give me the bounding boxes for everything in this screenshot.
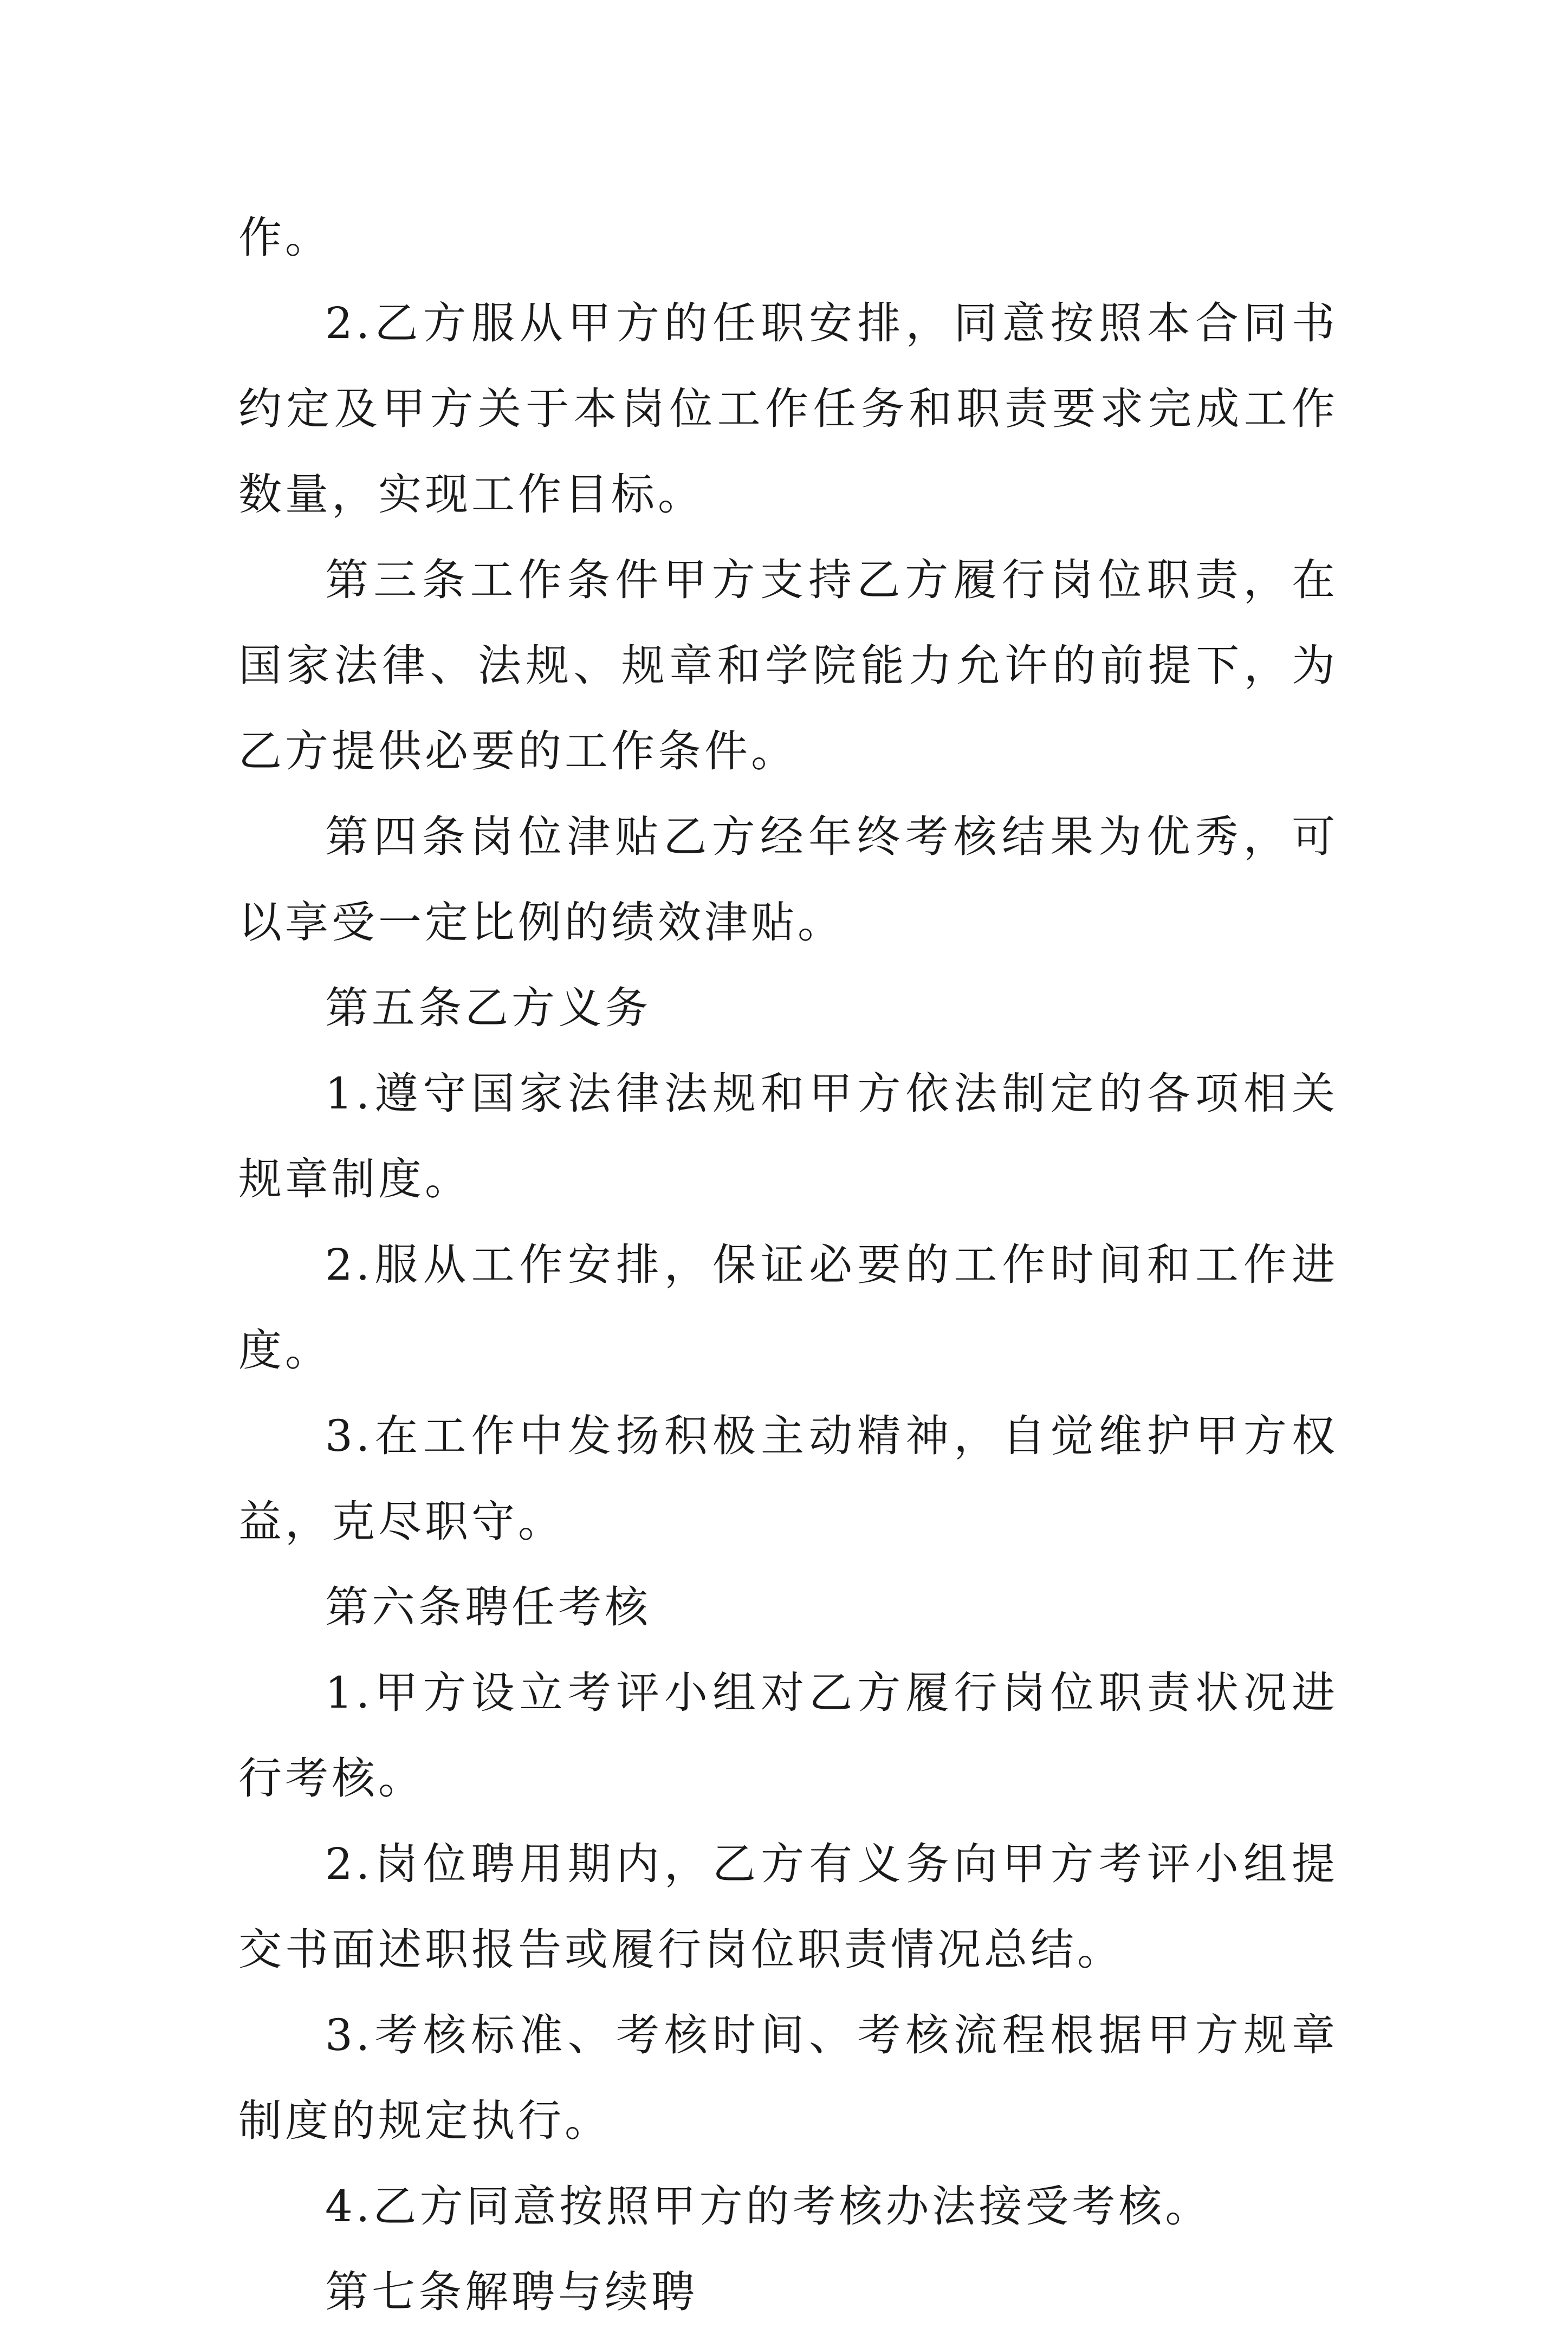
- paragraph-article-5-item-1: 1.遵守国家法律法规和甲方依法制定的各项相关规章制度。: [238, 1068, 1338, 1204]
- heading-article-7: 第七条解聘与续聘: [325, 2267, 698, 2317]
- heading-article-5: 第五条乙方义务: [325, 983, 651, 1033]
- paragraph-clause-2-item-2: 2.乙方服从甲方的任职安排，同意按照本合同书约定及甲方关于本岗位工作任务和职责要求完成工作数量，实现工作目标。: [238, 298, 1338, 520]
- paragraph-article-6-item-1: 1.甲方设立考评小组对乙方履行岗位职责状况进行考核。: [238, 1668, 1338, 1804]
- paragraph-article-6-item-3: 3.考核标准、考核时间、考核流程根据甲方规章制度的规定执行。: [238, 2010, 1338, 2146]
- paragraph-article-4: 第四条岗位津贴乙方经年终考核结果为优秀，可以享受一定比例的绩效津贴。: [238, 812, 1338, 948]
- document-body: [238, 195, 1338, 2335]
- paragraph-article-5-item-2: 2.服从工作安排，保证必要的工作时间和工作进度。: [238, 1240, 1338, 1376]
- paragraph-article-5-item-3: 3.在工作中发扬积极主动精神，自觉维护甲方权益，克尽职守。: [238, 1411, 1338, 1547]
- paragraph-article-6-item-4: 4.乙方同意按照甲方的考核办法接受考核。: [325, 2181, 1212, 2232]
- paragraph-article-6-item-2: 2.岗位聘用期内，乙方有义务向甲方考评小组提交书面述职报告或履行岗位职责情况总结。: [238, 1839, 1338, 1975]
- heading-article-6: 第六条聘任考核: [325, 1582, 651, 1632]
- paragraph-continuation: 作。: [238, 212, 332, 263]
- paragraph-article-3: 第三条工作条件甲方支持乙方履行岗位职责，在国家法律、法规、规章和学院能力允许的前提下，为乙方提供必要的工作条件。: [238, 555, 1338, 776]
